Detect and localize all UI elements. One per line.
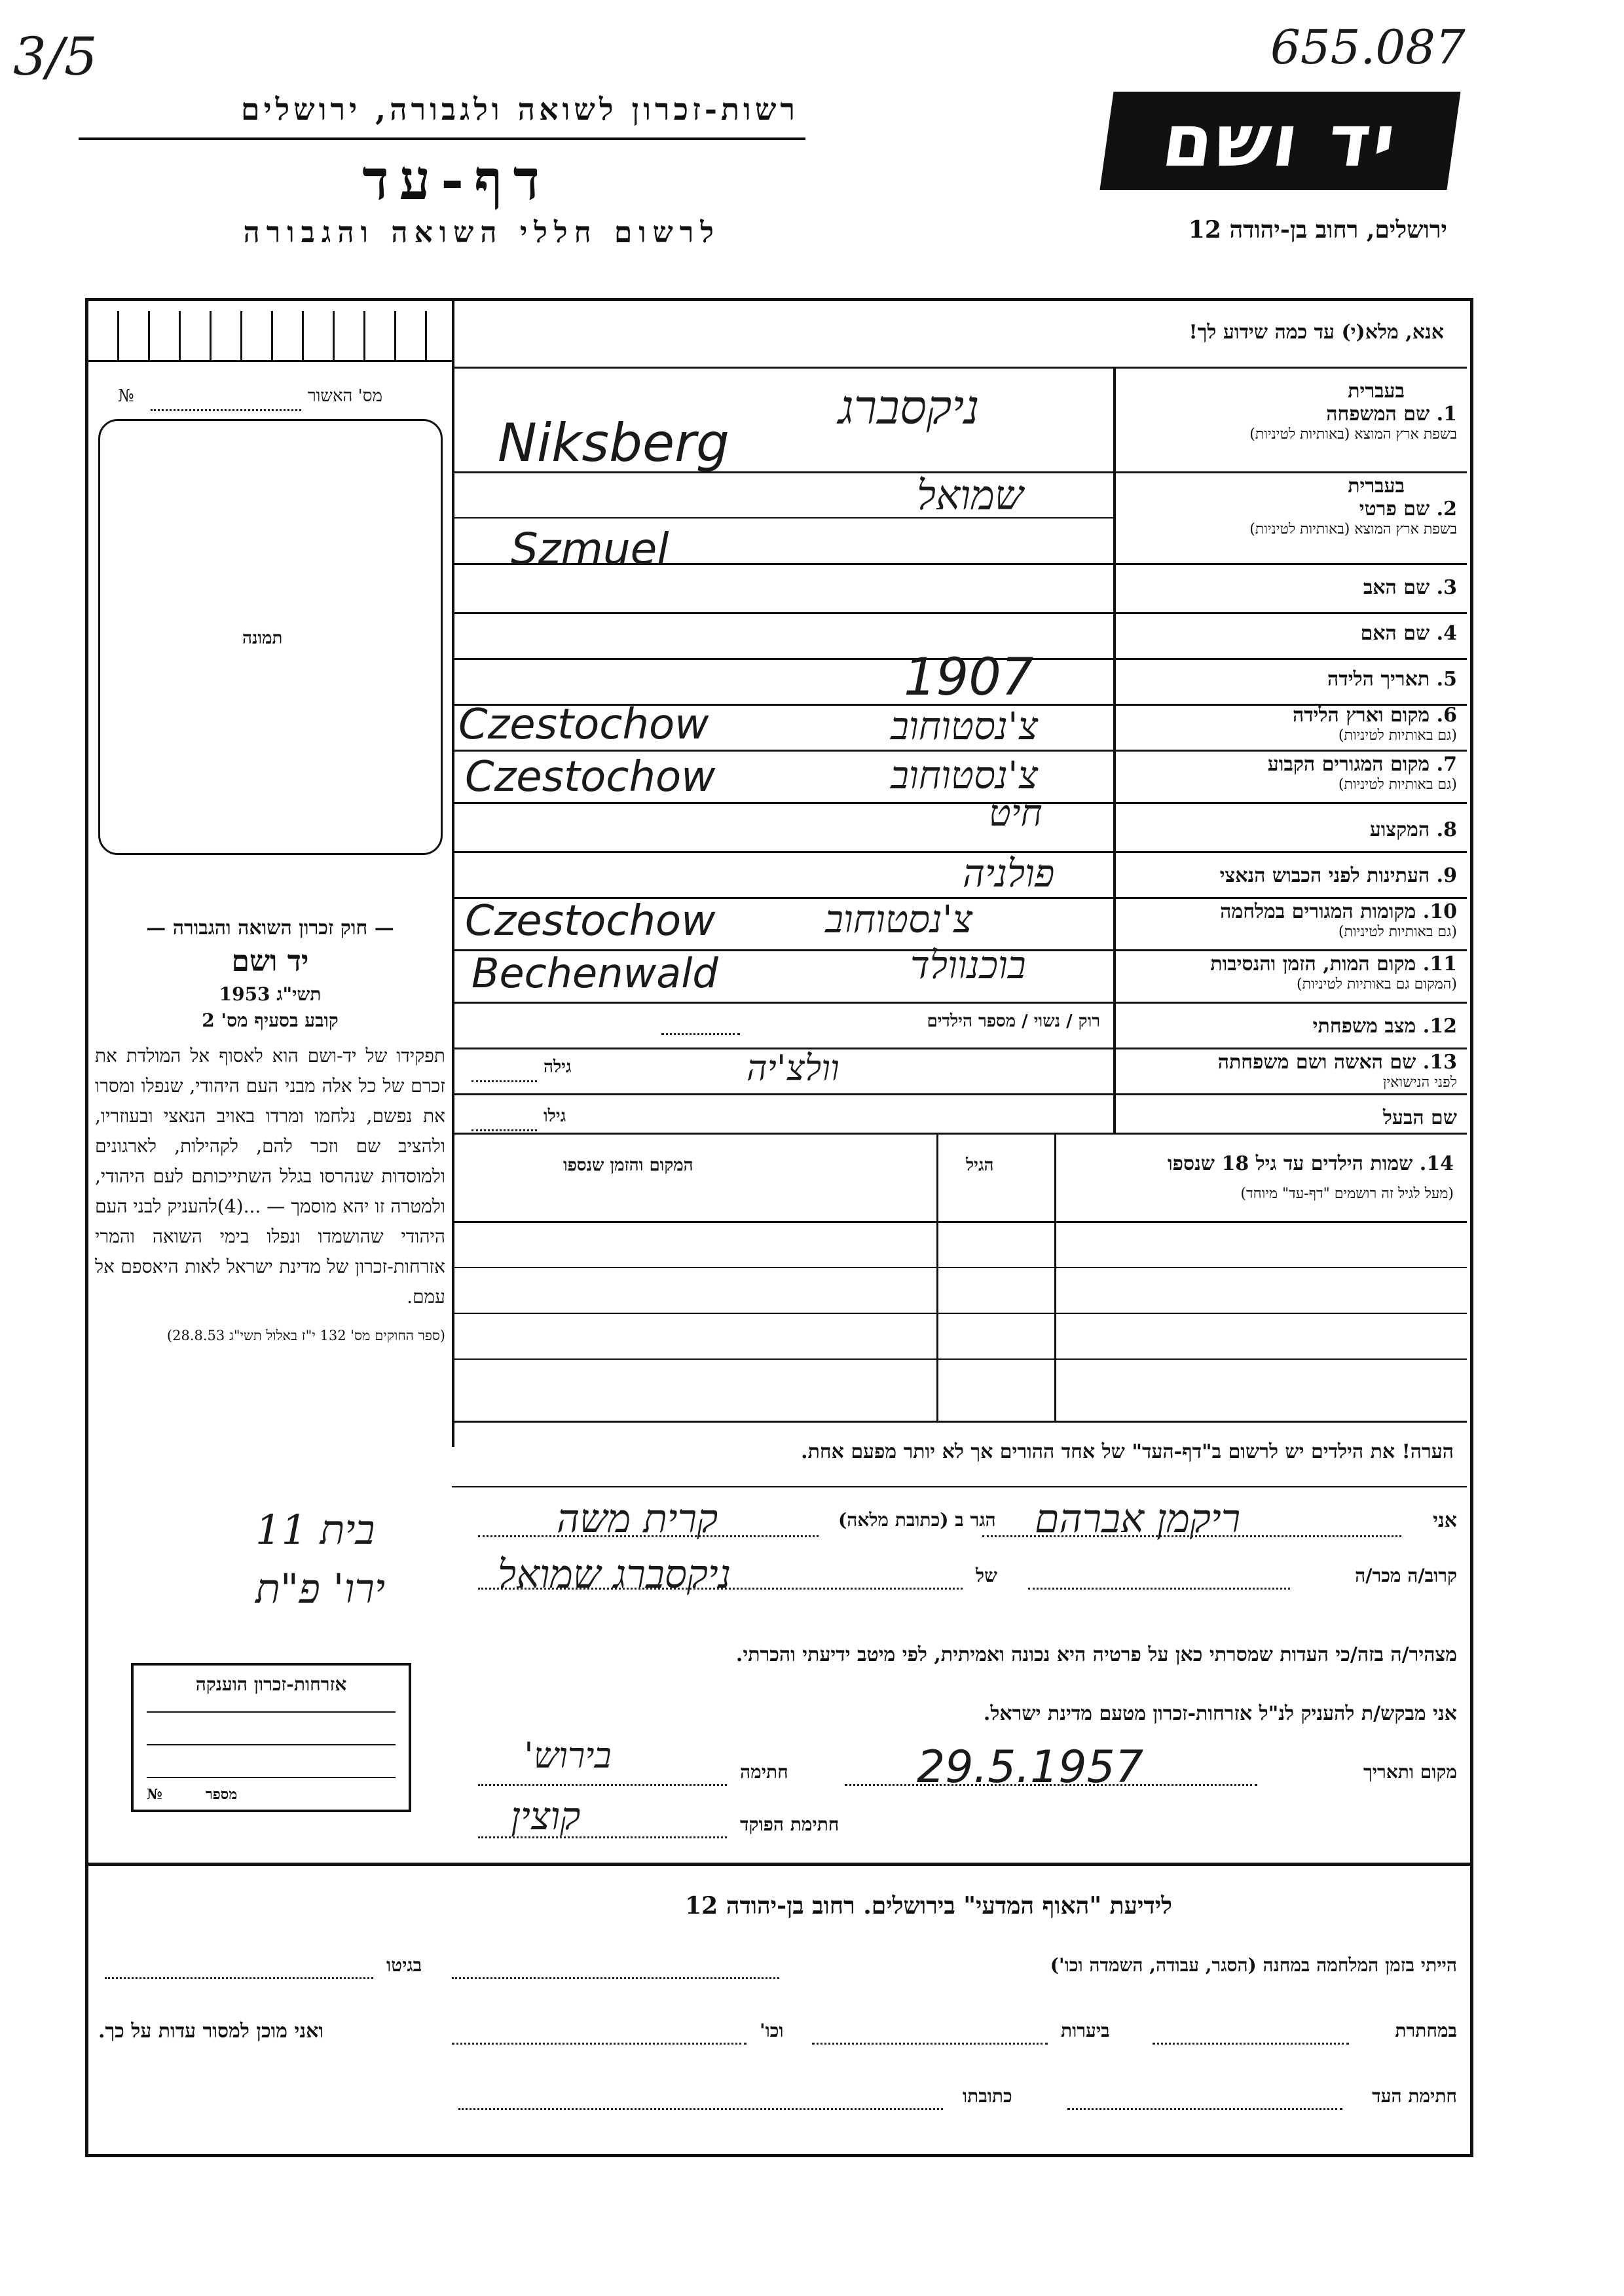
rule [452,1313,1467,1314]
rule [452,1221,1467,1223]
bottom-line3a: חתימת העד [1372,2085,1457,2107]
children-col-a [1054,1133,1056,1421]
rule [452,1048,1467,1049]
field-num: 9. [1436,864,1457,887]
field-sub: לפני הנישואין [1382,1074,1457,1091]
children-col-age: הגיל [966,1156,994,1175]
bottom-line2a: במחתרת [1395,2020,1457,2041]
award-title: אזרחות-זכרון הוענקה [195,1673,347,1695]
field-8 [1370,818,1457,841]
field-sub: (גם באותיות לטיניות) [1338,776,1457,793]
law-name: יד ושם [231,945,309,978]
bottom-line1a: הייתי בזמן המלחמה במחנה (הסגר, עבודה, השמדה וכו') [1050,1954,1457,1976]
field-label: שם האם [1360,622,1430,645]
children-label: 14. שמות הילדים עד גיל 18 שנספו [1167,1152,1454,1175]
org-name: רשות-זכרון לשואה ולגבורה, ירושלים [240,92,799,127]
hw-wife: וולצ'יה [747,1048,840,1089]
law-clause: קובע בסעיף מס' 2 [202,1010,339,1031]
hw-officer-sign: קוצין [511,1794,581,1838]
field-12 [1313,1015,1457,1038]
hw-address: קרית משה [557,1496,718,1542]
approval-label: מס' האשור [308,386,383,406]
bottom-separator [85,1863,1470,1866]
top-prompt: אנא, מלא(י) עד כמה שידוע לך! [1189,321,1444,344]
field-num: 7. [1436,753,1457,776]
field-10 [1220,900,1457,940]
form-subtitle: לרשום חללי השואה והגבורה [243,216,720,249]
hw-war-place-lat: Czestochow [465,897,716,945]
rule [452,1421,1467,1423]
age-line [471,1080,537,1082]
hw-surname-heb: ניקסברג [838,380,980,435]
law-block [95,917,445,1344]
tick-boxes [88,311,452,362]
age-label-husband: גילו [544,1106,566,1126]
field-num: 11. [1422,953,1457,975]
field-sub: (גם באותיות לטיניות) [1338,924,1457,940]
field-label: מקום המות, הזמן והנסיבות [1210,953,1416,975]
field-label: מקום וארץ הלידה [1292,704,1430,727]
field-3 [1363,576,1457,599]
rule [452,1002,1467,1004]
field-sub: בשפת ארץ המוצא (באותיות לטיניות) [1249,426,1457,443]
children-sub: (מעל לגיל זה רושמים "דף-עד" מיוחד) [1240,1186,1454,1202]
field-num: 5. [1436,668,1457,691]
field-6 [1293,704,1457,744]
field-tag: בעברית [1348,380,1405,403]
decl-request: אני מבקש/ת להעניק לנ"ל אזרחות-זכרון מטעם מדינת ישראל. [983,1702,1457,1725]
bottom-line2b: ביערות [1061,2020,1110,2041]
rule [452,1486,1467,1487]
hw-first-heb: שמואל [917,471,1024,519]
field-label: שם האב [1363,576,1430,599]
award-no-sign: № [147,1786,162,1803]
bottom-dots [105,1977,373,1979]
hw-birth-place-lat: Czestochow [458,701,709,749]
decl-place-date: מקום ותאריך [1363,1761,1457,1783]
hw-home-heb: צ'נסטוחוב [891,753,1039,797]
field-5 [1327,668,1457,691]
rule [452,1093,1467,1095]
bottom-dots [812,2043,1048,2045]
rule [452,1133,1467,1135]
children-col-b [936,1133,938,1421]
age-line [471,1129,537,1131]
field-label: מקום המגורים הקבוע [1267,753,1430,776]
field-tag: בעברית [1348,475,1405,498]
rule [452,851,1467,853]
reference-number-handwritten: 655.087 [1270,20,1466,75]
decl-relative: קרוב/ה מכר/ה [1355,1565,1457,1586]
hw-citizenship: פולניה [963,851,1055,896]
field-num: 13. [1422,1051,1457,1074]
field-label: שם פרטי [1359,498,1430,520]
field-13 [1218,1051,1457,1091]
bottom-dots [1153,2043,1349,2045]
bottom-dots [1067,2108,1342,2110]
hw-surname-lat: Niksberg [498,412,729,473]
decl-hagar [838,1509,996,1531]
field-sub: (המקום גם באותיות לטיניות) [1297,976,1457,993]
form-title: דף-עד [362,147,550,212]
decl-sign-line [478,1784,727,1786]
award-num-label: מספר [206,1786,238,1803]
field-sub: בשפת ארץ המוצא (באותיות לטיניות) [1249,521,1457,538]
field-1 [1149,380,1457,443]
bottom-dots [452,1977,779,1979]
children-note: הערה! את הילדים יש לרשום ב"דף-העד" של אחד ההורים אך לא יותר מפעם אחת. [801,1440,1454,1463]
field-label: המקצוע [1369,818,1430,841]
rule [452,1358,1467,1360]
field-label: מצב משפחתי [1312,1015,1416,1038]
rule [452,802,1467,804]
hw-profession: חיט [989,792,1043,835]
decl-full-addr: (כתובת מלאה) [838,1509,949,1531]
header-rule [79,137,805,140]
hw-war-place-heb: צ'נסטוחוב [825,897,973,941]
hw-death-place-lat: Bechenwald [471,949,718,997]
approval-no-sign: № [118,386,134,406]
field-label: תאריך הלידה [1327,668,1430,691]
bottom-line2c: וכו' [760,2020,784,2041]
hw-home-lat: Czestochow [465,753,716,801]
page-number-handwritten: 3/5 [13,26,98,87]
law-title: — חוק זכרון השואה והגבורה — [146,917,394,939]
rule [452,1267,1467,1268]
decl-signature: חתימה [740,1761,788,1783]
decl-ani: אני [1433,1509,1457,1532]
address: ירושלים, רחוב בן-יהודה 12 [1188,216,1447,244]
field-num: 8. [1436,818,1457,841]
decl-relative-line [1028,1588,1290,1590]
field-9 [1220,864,1457,887]
hw-birth-year: 1907 [904,648,1034,707]
award-box [131,1663,411,1812]
field-husband: שם הבעל [1382,1106,1457,1129]
law-source: (ספר החוקים מס' 132 י"ז באלול תשי"ג 28.8.53) [166,1328,445,1343]
field-7 [1268,753,1457,793]
hw-relative-of: ניקסברג שמואל [498,1552,731,1597]
hw-first-lat: Szmuel [511,524,669,574]
field-num: 4. [1436,622,1457,645]
rule [452,612,1467,614]
hw-margin-addr1: בית 11 [255,1506,375,1554]
field-sub: (גם באותיות לטיניות) [1338,727,1457,744]
decl-statement: מצהיר/ה בזה/כי העדות שמסרתי כאן על פרטיה היא נכונה ואמיתית, לפי מיטב ידיעתי והכרתי. [735,1643,1457,1666]
hw-date: 29.5.1957 [917,1741,1144,1793]
yad-vashem-logo [1099,92,1460,190]
bottom-line3b: כתובתו [963,2085,1012,2107]
photo-label: תמונה [242,629,283,648]
bottom-dots [458,2108,943,2110]
logo-text: יד ושם [1157,99,1403,183]
decl-hagar-text: הגר ב [955,1509,996,1531]
field-label: העתינות לפני הכבוש הנאצי [1219,864,1430,887]
children-col-place: המקום והזמן שנספו [563,1156,693,1175]
field-2 [1149,475,1457,538]
decl-officer: חתימת הפוקד [740,1813,840,1835]
rule [452,750,1467,752]
field-num: 10. [1422,900,1457,923]
field-4 [1361,622,1457,645]
row12-text: רוק / נשוי / מספר הילדים [927,1011,1100,1031]
field-num: 6. [1436,704,1457,727]
law-body: תפקידו של יד-ושם הוא לאסוף אל המולדת את זכרם של כל אלה מבני העם היהודי, שנפלו ומסרו את נפשם, נלחמו ומרדו באויב הנאצי ובעוזריו, ולהציב שם וזכר להם, לקהילות, לארגונים ולמוסדות שנהרסו בגלל השתייכותם לעם היהודי, ולמטרה זו יהא מוסמך — ...(4)להעניק לבני העם היהודי שהושמדו ונפלו בימי השואה והמרי אזרחות-זכרון של מדינת ישראל לאות היאספם אל עמם. [95,1045,445,1307]
decl-shel: של [976,1565,997,1586]
approval-line [151,409,301,411]
hw-margin-addr2: ירו' פ"ת [255,1565,386,1613]
bottom-line2d: ואני מוכן למסור עדות על כך. [98,2020,324,2043]
children-count-line [661,1033,740,1035]
field-num: 12. [1422,1015,1457,1038]
bottom-dots [452,2043,747,2045]
age-label-wife: גילה [544,1057,572,1077]
field-11 [1210,953,1457,993]
field-label: שם המשפחה [1326,403,1430,426]
field-num: 2. [1436,498,1457,520]
field-label: מקומות המגורים במלחמה [1220,900,1416,923]
law-year: תשי"ג 1953 [219,983,322,1005]
bottom-line1b: בגיטו [386,1954,422,1976]
field-num: 1. [1436,403,1457,426]
field-num: 3. [1436,576,1457,599]
hw-declarant: ריקמן אברהם [1035,1496,1241,1542]
hw-death-place-heb: בוכנוולד [910,943,1026,987]
rule [452,367,1467,369]
field-label: שם האשה ושם משפחתה [1217,1051,1416,1074]
hw-birth-place-heb: צ'נסטוחוב [891,704,1039,748]
hw-sign-place: בירוש' [524,1735,612,1776]
bottom-title: לידיעת "האוף המדעי" בירושלים. רחוב בן-יהודה 12 [685,1892,1172,1920]
